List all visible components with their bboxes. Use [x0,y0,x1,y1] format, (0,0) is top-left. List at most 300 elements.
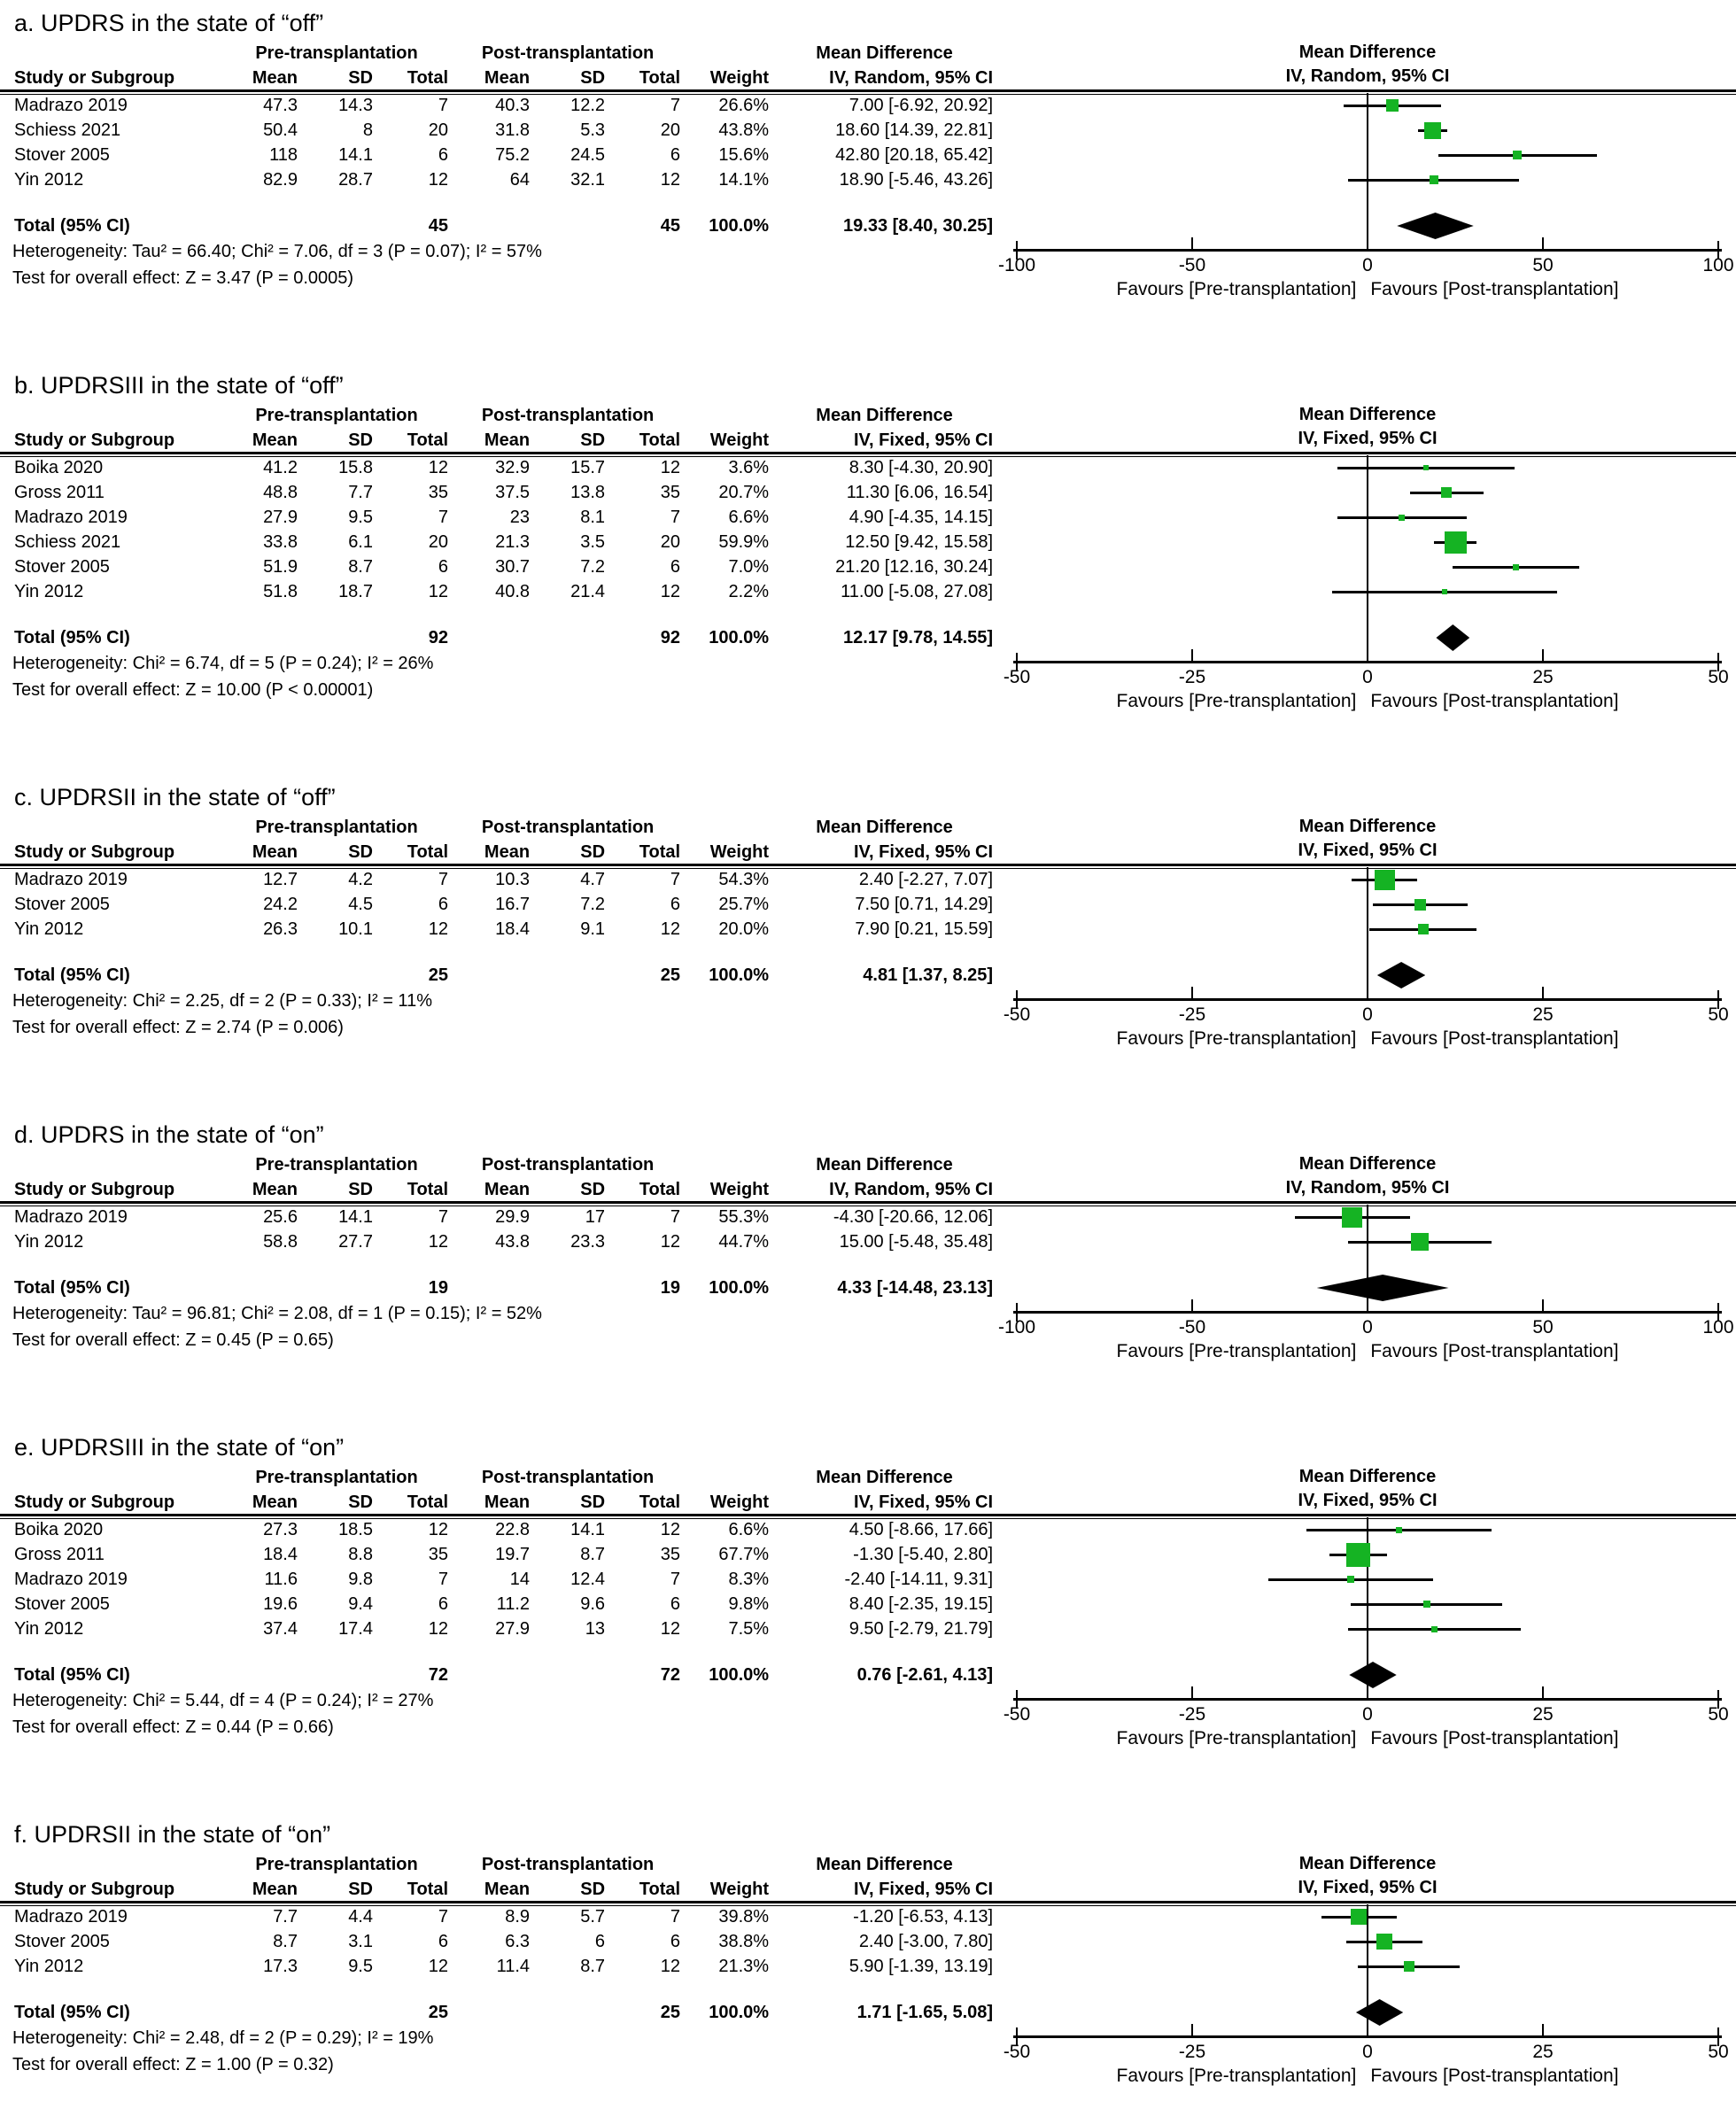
mean-col-header: Mean [252,68,298,88]
cell-pre_mean: 58.8 [263,1232,298,1252]
study-name-cell: Madrazo 2019 [14,1570,128,1589]
axis-tick-label: 0 [1362,255,1373,275]
effect-square [1386,99,1399,112]
cell-weight: 3.6% [728,458,770,477]
cell-ci_text: 42.80 [20.18, 65.42] [835,145,994,165]
total-row [0,1275,996,1300]
axis-tick-label: -50 [1003,1004,1031,1025]
panel-b [0,368,1736,714]
cell-weight: 38.8% [718,1932,770,1951]
effect-col-header: IV, Fixed, 95% CI [853,1492,994,1512]
cell-post_sd: 8.7 [580,1545,606,1564]
panel-title: c. UPDRSII in the state of “off” [14,784,336,810]
axis-tick [1367,237,1368,249]
cell-post_sd: 12.4 [570,1570,606,1589]
cell-ci_text: 8.30 [-4.30, 20.90] [849,458,994,477]
cell-pre_total: 12 [428,170,449,190]
heterogeneity-row [0,1687,996,1714]
effect-square [1411,1233,1429,1251]
cell-post_total: 20 [660,120,681,140]
total-row-label: Total (95% CI) [14,2003,130,2022]
effect-square [1414,899,1426,911]
effect-square [1513,564,1519,570]
cell-pre_total: 6 [438,145,449,165]
total-post-n: 72 [660,1665,681,1685]
cell-pre_mean: 41.2 [263,458,298,477]
study-row [0,530,996,554]
cell-pre_mean: 37.4 [263,1619,298,1639]
cell-pre_total: 6 [438,557,449,577]
cell-pre_mean: 12.7 [263,870,298,889]
mean-col-header: Mean [252,1492,298,1512]
mean-col-header: Mean [252,1880,298,1899]
axis-tick [1191,987,1193,998]
cell-post_total: 12 [660,1619,681,1639]
study-table [0,41,996,291]
total-row-label: Total (95% CI) [14,965,130,985]
effect-square [1513,151,1522,159]
cell-pre_mean: 33.8 [263,532,298,552]
x-axis [1013,661,1722,663]
post-group-header: Post-transplantation [481,1155,655,1175]
cell-post_sd: 9.6 [580,1594,606,1614]
cell-pre_total: 12 [428,458,449,477]
axis-tick [1542,1299,1544,1311]
axis-tick-label: 0 [1362,1004,1373,1025]
cell-post_sd: 15.7 [570,458,606,477]
cell-post_sd: 13 [585,1619,606,1639]
cell-post_total: 7 [670,1907,681,1927]
cell-ci_text: 2.40 [-3.00, 7.80] [858,1932,994,1951]
cell-pre_mean: 17.3 [263,1957,298,1976]
cell-pre_sd: 4.5 [348,895,373,914]
pre-group-header: Pre-transplantation [255,43,418,63]
effect-square [1442,589,1447,594]
total-post-n: 25 [660,965,681,985]
panel-title: b. UPDRSIII in the state of “off” [14,372,344,399]
panel-body [0,41,1736,302]
study-row [0,167,996,192]
forest-plot [1003,815,1729,1051]
total-ci: 0.76 [-2.61, 4.13] [856,1665,994,1685]
group-header-row [0,1852,996,1877]
total-col-header: Total [639,1880,681,1899]
study-name-cell: Stover 2005 [14,1932,110,1951]
sd-col-header: SD [580,1880,606,1899]
study-table [0,1852,996,2078]
md-group-header: Mean Difference [816,1155,953,1175]
cell-pre_total: 20 [428,120,449,140]
cell-pre_total: 20 [428,532,449,552]
x-axis [1013,2035,1722,2038]
study-name-cell: Yin 2012 [14,582,84,601]
study-row [0,1592,996,1616]
group-header-row [0,1152,996,1177]
plot-effect-header: IV, Fixed, 95% CI [1298,841,1438,860]
forest-plot [997,1152,1734,1364]
cell-post_sd: 8.7 [580,1957,606,1976]
cell-pre_sd: 14.1 [338,145,373,165]
axis-tick [1542,1686,1544,1698]
cell-pre_total: 7 [438,1207,449,1227]
sd-col-header: SD [348,430,373,450]
x-axis [1013,1698,1722,1701]
md-group-header: Mean Difference [816,818,953,837]
total-row-label: Total (95% CI) [14,1665,130,1685]
cell-post_sd: 9.1 [580,919,606,939]
cell-post_sd: 7.2 [580,895,606,914]
total-weight: 100.0% [709,628,770,647]
axis-tick-label: 0 [1362,1704,1373,1725]
overall-test-row [0,265,996,291]
axis-tick [1542,237,1544,249]
spacer-row [0,942,996,963]
cell-post_sd: 21.4 [570,582,606,601]
axis-tick-label: 100 [1702,1317,1734,1337]
axis-tick-label: -50 [1003,1704,1031,1725]
cell-ci_text: 18.90 [-5.46, 43.26] [839,170,994,190]
plot-effect-header: IV, Random, 95% CI [1285,66,1450,86]
weight-col-header: Weight [709,1880,770,1899]
favours-right-label: Favours [Post-transplantation] [1370,279,1619,299]
total-col-header: Total [639,1492,681,1512]
cell-pre_mean: 7.7 [273,1907,298,1927]
study-row [0,579,996,604]
cell-ci_text: 7.00 [-6.92, 20.92] [849,96,994,115]
study-name-cell: Stover 2005 [14,557,110,577]
cell-ci_text: 4.90 [-4.35, 14.15] [849,508,994,527]
heterogeneity-row [0,1300,996,1327]
total-pre-n: 19 [428,1278,449,1298]
weight-col-header: Weight [709,1492,770,1512]
study-col-header: Study or Subgroup [14,430,175,450]
axis-tick-label: 100 [1702,255,1734,275]
study-name-cell: Madrazo 2019 [14,1907,128,1927]
study-table [0,403,996,703]
cell-ci_text: 11.00 [-5.08, 27.08] [841,582,994,601]
total-pre-n: 25 [428,2003,449,2022]
cell-pre_mean: 11.6 [264,1570,298,1589]
effect-square [1342,1207,1362,1228]
favours-right-label: Favours [Post-transplantation] [1370,1341,1619,1361]
cell-post_sd: 3.5 [580,532,606,552]
total-weight: 100.0% [709,216,770,236]
cell-weight: 7.5% [728,1619,770,1639]
axis-tick-label: 0 [1362,2042,1373,2062]
plot-md-header: Mean Difference [1298,43,1437,62]
effect-square [1376,1934,1392,1950]
cell-pre_total: 12 [428,1619,449,1639]
panel-body [0,815,1736,1051]
panel-f [0,1817,1736,2089]
heterogeneity-text: Heterogeneity: Chi² = 6.74, df = 5 (P = 0.24); I² = 26% [12,654,434,673]
favours-right-label: Favours [Post-transplantation] [1370,1028,1619,1049]
total-col-header: Total [407,1880,449,1899]
weight-col-header: Weight [709,68,770,88]
effect-square [1423,1601,1430,1608]
overall-test-text: Test for overall effect: Z = 1.00 (P = 0.32) [12,2055,334,2074]
forest-plot [1003,403,1729,714]
overall-test-text: Test for overall effect: Z = 0.44 (P = 0.66) [12,1717,334,1737]
cell-pre_sd: 18.7 [338,582,373,601]
cell-post_mean: 11.2 [496,1594,531,1614]
cell-pre_total: 12 [428,919,449,939]
mean-col-header: Mean [484,842,531,862]
cell-post_total: 6 [670,557,681,577]
plot-effect-header: IV, Fixed, 95% CI [1298,429,1438,448]
cell-post_mean: 23 [509,508,531,527]
cell-ci_text: 12.50 [9.42, 15.58] [845,532,994,552]
total-row [0,2000,996,2025]
axis-tick-label: -50 [1003,667,1031,687]
heterogeneity-row [0,988,996,1014]
favours-right-label: Favours [Post-transplantation] [1370,1728,1619,1748]
panel-body [0,1852,1736,2089]
study-name-cell: Yin 2012 [14,919,84,939]
favours-labels [1010,2066,1725,2087]
cell-pre_sd: 10.1 [338,919,373,939]
mean-col-header: Mean [484,68,531,88]
total-pre-n: 92 [428,628,449,647]
cell-post_total: 7 [670,508,681,527]
total-pre-n: 25 [428,965,449,985]
cell-pre_sd: 14.3 [338,96,373,115]
study-row [0,1616,996,1641]
cell-post_total: 12 [660,458,681,477]
spacer-row [0,604,996,625]
plot-md-header: Mean Difference [1298,1154,1437,1174]
cell-post_mean: 64 [509,170,531,190]
panel-a [0,5,1736,302]
cell-post_total: 6 [670,1594,681,1614]
total-row [0,625,996,650]
effect-square [1347,1576,1354,1583]
study-table [0,1465,996,1740]
sd-col-header: SD [348,1880,373,1899]
cell-pre_sd: 14.1 [338,1207,373,1227]
axis-tick-label: 0 [1362,1317,1373,1337]
cell-ci_text: 9.50 [-2.79, 21.79] [849,1619,994,1639]
x-axis [1013,998,1722,1001]
cell-post_total: 20 [660,532,681,552]
favours-left-label: Favours [Pre-transplantation] [1116,1341,1357,1361]
axis-tick-label: -25 [1178,667,1206,687]
cell-post_total: 12 [660,1520,681,1539]
mean-col-header: Mean [252,430,298,450]
cell-post_total: 12 [660,1957,681,1976]
total-col-header: Total [639,1180,681,1199]
cell-post_sd: 14.1 [570,1520,606,1539]
study-name-cell: Stover 2005 [14,145,110,165]
axis-tick-label: -100 [997,255,1036,275]
pooled-diamond [1397,213,1474,239]
study-col-header: Study or Subgroup [14,68,175,88]
total-post-n: 92 [660,628,681,647]
total-row-label: Total (95% CI) [14,1278,130,1298]
cell-pre_total: 7 [438,1907,449,1927]
md-group-header: Mean Difference [816,406,953,425]
study-name-cell: Yin 2012 [14,1619,84,1639]
axis-tick-label: 50 [1532,255,1554,275]
mean-col-header: Mean [484,430,531,450]
cell-post_sd: 24.5 [570,145,606,165]
axis-tick-label: -50 [1178,255,1206,275]
effect-square [1441,487,1452,498]
zero-line [1367,93,1368,249]
effect-square [1346,1543,1370,1567]
favours-labels [1010,1341,1725,1362]
effect-square [1399,515,1405,521]
sd-col-header: SD [348,68,373,88]
heterogeneity-text: Heterogeneity: Chi² = 5.44, df = 4 (P = 0.24); I² = 27% [12,1691,434,1710]
cell-pre_sd: 15.8 [338,458,373,477]
cell-pre_mean: 118 [269,145,298,165]
panel-d [0,1117,1736,1364]
study-row [0,1904,996,1929]
effect-col-header: IV, Fixed, 95% CI [853,842,994,862]
overall-test-row [0,677,996,703]
cell-pre_mean: 51.8 [263,582,298,601]
total-weight: 100.0% [709,1278,770,1298]
cell-ci_text: -1.20 [-6.53, 4.13] [853,1907,994,1927]
cell-post_mean: 18.4 [495,919,531,939]
panel-title: e. UPDRSIII in the state of “on” [14,1434,345,1461]
cell-ci_text: 11.30 [6.06, 16.54] [846,483,994,502]
cell-weight: 20.0% [718,919,770,939]
cell-post_mean: 43.8 [495,1232,531,1252]
study-name-cell: Boika 2020 [14,458,104,477]
axis-tick-label: 0 [1362,667,1373,687]
effect-square [1445,531,1467,554]
heterogeneity-text: Heterogeneity: Chi² = 2.48, df = 2 (P = 0.29); I² = 19% [12,2028,434,2048]
sd-col-header: SD [580,842,606,862]
cell-post_mean: 29.9 [495,1207,531,1227]
cell-pre_sd: 9.4 [348,1594,373,1614]
total-ci: 1.71 [-1.65, 5.08] [856,2003,994,2022]
axis-tick [1542,2024,1544,2035]
total-col-header: Total [639,842,681,862]
panel-body [0,1465,1736,1751]
cell-post_mean: 75.2 [495,145,531,165]
cell-post_mean: 31.8 [495,120,531,140]
axis-tick [1191,1299,1193,1311]
total-ci: 19.33 [8.40, 30.25] [843,216,994,236]
heterogeneity-row [0,2025,996,2051]
pre-group-header: Pre-transplantation [255,818,418,837]
study-name-cell: Madrazo 2019 [14,96,128,115]
study-col-header: Study or Subgroup [14,1492,175,1512]
axis-tick [1367,987,1368,998]
post-group-header: Post-transplantation [481,43,655,63]
post-group-header: Post-transplantation [481,818,655,837]
cell-post_sd: 12.2 [570,96,606,115]
cell-weight: 67.7% [718,1545,770,1564]
cell-ci_text: 18.60 [14.39, 22.81] [835,120,994,140]
study-row [0,1205,996,1229]
total-row-label: Total (95% CI) [14,216,130,236]
cell-ci_text: 8.40 [-2.35, 19.15] [849,1594,994,1614]
cell-weight: 21.3% [718,1957,770,1976]
study-name-cell: Gross 2011 [14,483,105,502]
cell-weight: 7.0% [728,557,770,577]
axis-tick-label: 50 [1708,1004,1729,1025]
cell-pre_mean: 48.8 [263,483,298,502]
plot-md-header: Mean Difference [1298,405,1437,424]
cell-pre_total: 6 [438,1594,449,1614]
cell-post_sd: 32.1 [570,170,606,190]
total-post-n: 19 [660,1278,681,1298]
study-row [0,554,996,579]
cell-pre_total: 35 [428,1545,449,1564]
weight-col-header: Weight [709,1180,770,1199]
plot-md-header: Mean Difference [1298,817,1437,836]
plot-effect-header: IV, Fixed, 95% CI [1298,1491,1438,1510]
cell-post_mean: 37.5 [495,483,531,502]
total-weight: 100.0% [709,1665,770,1685]
axis-tick-label: 25 [1532,667,1554,687]
overall-test-text: Test for overall effect: Z = 3.47 (P = 0.0005) [12,268,354,288]
cell-post_sd: 5.3 [580,120,606,140]
study-name-cell: Boika 2020 [14,1520,104,1539]
x-axis [1013,249,1722,252]
effect-square [1351,1909,1367,1925]
cell-ci_text: -2.40 [-14.11, 9.31] [844,1570,994,1589]
cell-pre_total: 35 [428,483,449,502]
cell-weight: 54.3% [718,870,770,889]
panel-e [0,1430,1736,1751]
axis-tick-label: 50 [1708,2042,1729,2062]
cell-post_mean: 16.7 [495,895,531,914]
cell-post_total: 6 [670,145,681,165]
overall-test-text: Test for overall effect: Z = 10.00 (P < 0.00001) [12,680,374,700]
cell-pre_total: 6 [438,895,449,914]
study-row [0,93,996,118]
sd-col-header: SD [580,68,606,88]
favours-labels [1010,279,1725,300]
cell-weight: 2.2% [728,582,770,601]
study-col-header: Study or Subgroup [14,842,175,862]
sd-col-header: SD [348,842,373,862]
effect-col-header: IV, Random, 95% CI [829,68,994,88]
cell-post_sd: 6 [594,1932,606,1951]
md-group-header: Mean Difference [816,1468,953,1487]
cell-post_sd: 8.1 [580,508,606,527]
sd-col-header: SD [580,1180,606,1199]
study-row [0,917,996,942]
cell-pre_sd: 8.8 [348,1545,373,1564]
cell-pre_sd: 9.5 [348,1957,373,1976]
cell-ci_text: 4.50 [-8.66, 17.66] [849,1520,994,1539]
mean-col-header: Mean [484,1180,531,1199]
group-header-row [0,1465,996,1490]
cell-post_sd: 5.7 [580,1907,606,1927]
total-col-header: Total [407,842,449,862]
cell-weight: 6.6% [728,1520,770,1539]
cell-ci_text: -1.30 [-5.40, 2.80] [853,1545,994,1564]
cell-post_total: 7 [670,96,681,115]
favours-labels [1010,1028,1725,1050]
total-weight: 100.0% [709,2003,770,2022]
study-col-header: Study or Subgroup [14,1880,175,1899]
study-row [0,1567,996,1592]
cell-post_mean: 21.3 [495,532,531,552]
cell-pre_total: 12 [428,582,449,601]
study-name-cell: Schiess 2021 [14,120,121,140]
cell-post_mean: 32.9 [495,458,531,477]
effect-col-header: IV, Fixed, 95% CI [853,1880,994,1899]
cell-post_total: 35 [660,483,681,502]
study-name-cell: Stover 2005 [14,1594,110,1614]
